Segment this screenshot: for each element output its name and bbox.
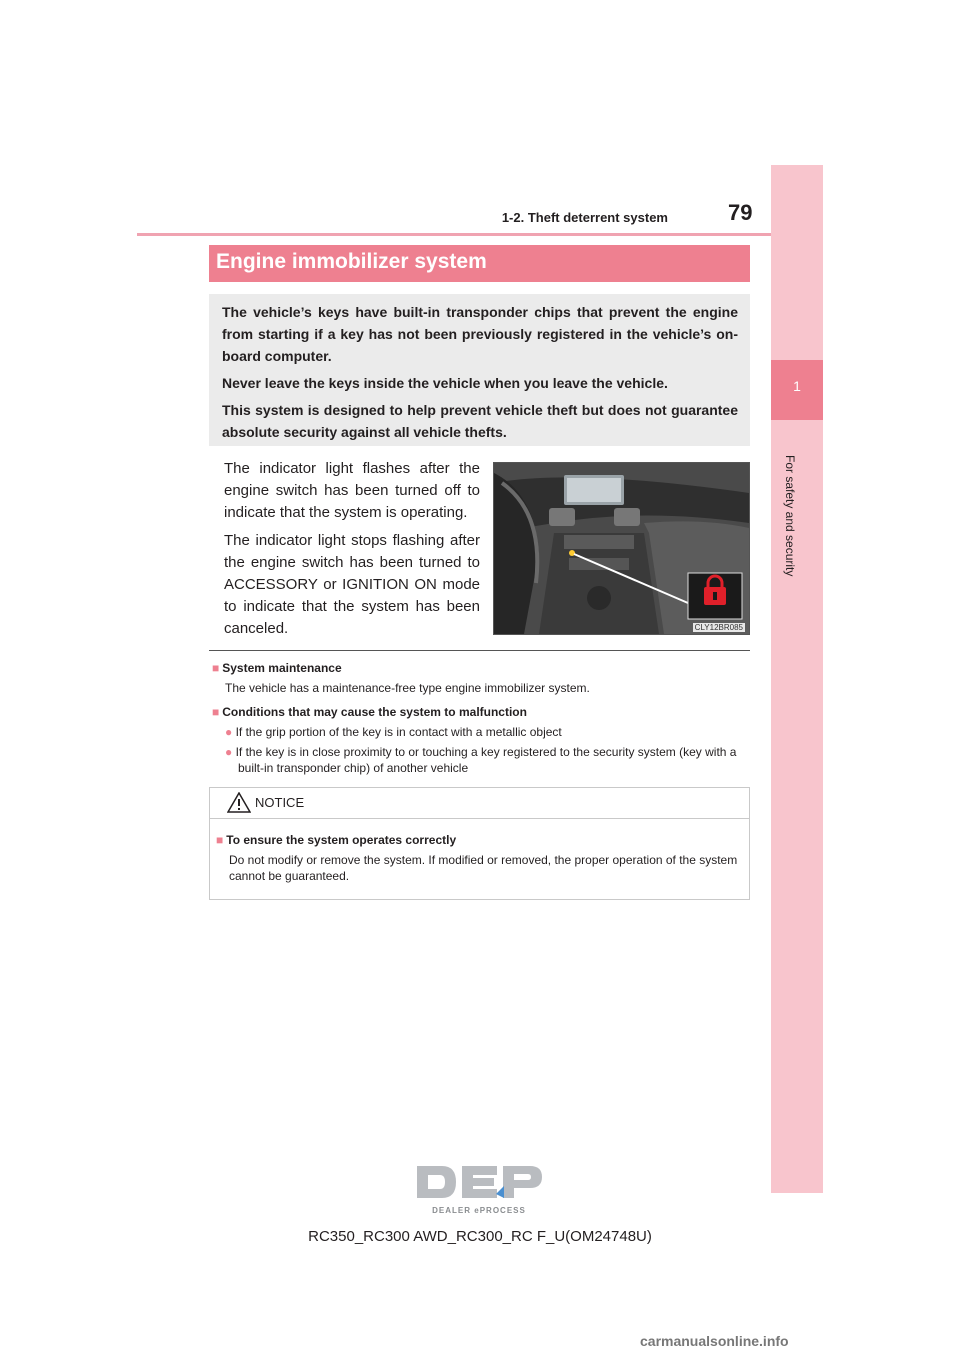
chapter-number: 1 [793, 378, 801, 394]
list-item-text: If the key is in close proximity to or touching a key registered to the security system (key with a built-in transponder chip) of another vehicle [235, 745, 737, 775]
dep-logo [412, 1160, 547, 1218]
body-text [224, 458, 480, 646]
chapter-side-tab [771, 165, 823, 1193]
footer-model-code: RC350_RC300 AWD_RC300_RC F_U(OM24748U) [308, 1228, 652, 1245]
intro-paragraph: Never leave the keys inside the vehicle when you leave the vehicle. [222, 375, 668, 391]
figure-code: CLY12BR085 [694, 623, 743, 632]
notice-content [216, 832, 744, 884]
svg-text:DEALER ePROCESS: DEALER ePROCESS [432, 1206, 526, 1215]
section-title-bar [209, 245, 750, 282]
page-number: 79 [728, 200, 753, 225]
header-rule [137, 233, 823, 236]
section-divider [209, 650, 750, 651]
dashboard-photo [494, 463, 749, 634]
note-heading [212, 660, 752, 676]
warning-triangle-icon [227, 792, 251, 813]
square-bullet-icon: ■ [212, 705, 220, 719]
note-body: The vehicle has a maintenance-free type engine immobilizer system. [225, 681, 590, 695]
dashboard-figure [493, 462, 750, 635]
notice-heading-text: To ensure the system operates correctly [226, 833, 457, 847]
notice-body: Do not modify or remove the system. If modified or removed, the proper operation of the system cannot be guaranteed. [229, 853, 738, 883]
list-item-text: If the grip portion of the key is in contact with a metallic object [235, 725, 562, 739]
note-heading [212, 704, 752, 720]
circle-bullet-icon: ● [225, 725, 236, 739]
notice-box [209, 787, 750, 900]
intro-paragraph: The vehicle’s keys have built-in transponder chips that prevent the engine from starting if a key has not been previously registered in the vehicle’s on-board computer. [222, 304, 738, 364]
notice-title: NOTICE [255, 795, 305, 810]
note-heading-text: System maintenance [222, 661, 342, 675]
watermark: carmanualsonline.info [640, 1333, 789, 1349]
section-title: Engine immobilizer system [216, 250, 487, 273]
square-bullet-icon: ■ [216, 833, 224, 847]
notes-section [212, 660, 752, 776]
notice-heading [216, 832, 744, 848]
notice-header [210, 788, 749, 819]
body-paragraph: The indicator light flashes after the engine switch has been turned off to indicate that the system is operating. [224, 460, 480, 521]
list-item [225, 744, 752, 776]
chapter-title: For safety and security [783, 455, 797, 577]
circle-bullet-icon: ● [225, 745, 236, 759]
body-paragraph: The indicator light stops flashing after the engine switch has been turned to ACCESSORY or IGNITION ON mode to indicate that the system has been canceled. [224, 532, 480, 637]
note-heading-text: Conditions that may cause the system to malfunction [222, 705, 527, 719]
intro-box [209, 294, 750, 446]
list-item [225, 724, 752, 740]
square-bullet-icon: ■ [212, 661, 220, 675]
intro-paragraph: This system is designed to help prevent vehicle theft but does not guarantee absolute security against all vehicle thefts. [222, 402, 738, 440]
running-head: 1-2. Theft deterrent system [501, 210, 668, 225]
